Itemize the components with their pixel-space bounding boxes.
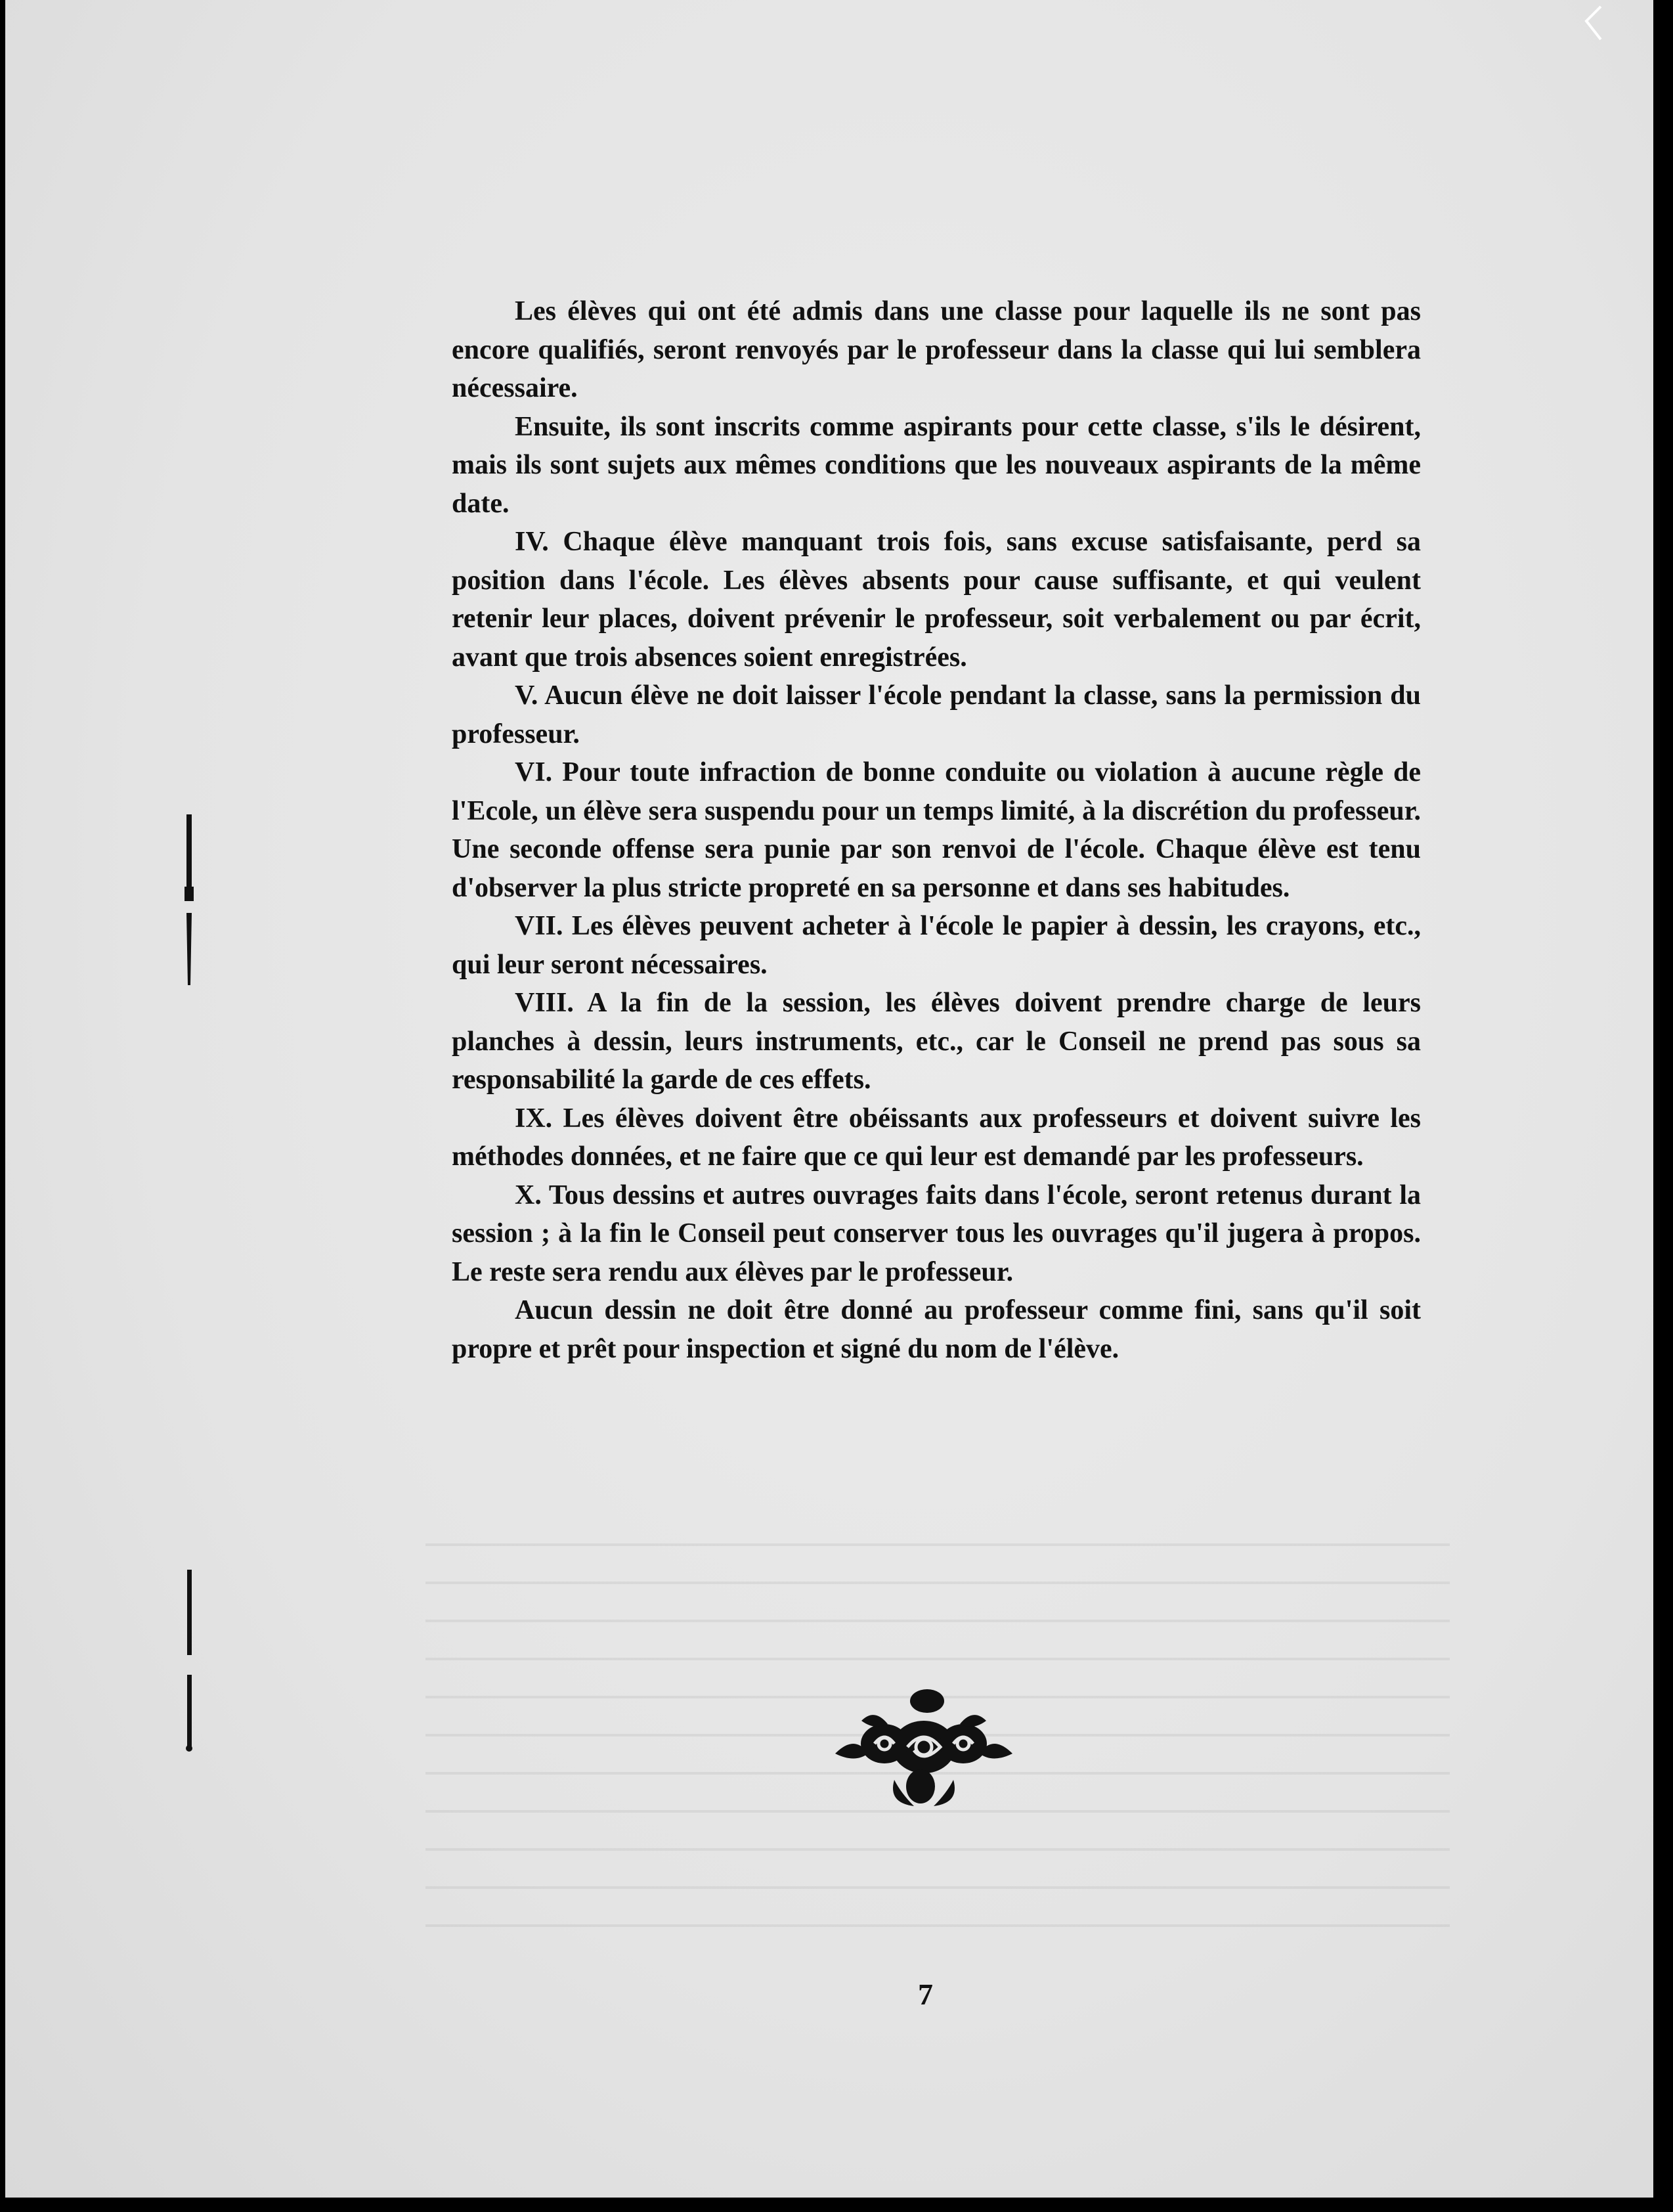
binding-mark	[183, 814, 196, 985]
paragraph: VII. Les élèves peuvent acheter à l'école le papier à dessin, les crayons, etc., qui leur seront nécessaires.	[452, 911, 1421, 980]
page-number: 7	[918, 1978, 933, 2011]
floral-ornament-icon	[822, 1681, 1026, 1813]
paragraph: Aucun dessin ne doit être donné au professeur comme fini, sans qu'il soit propre et prêt pour inspection et signé du nom de l'élève.	[452, 1295, 1421, 1364]
paragraph: VIII. A la fin de la session, les élèves doivent prendre charge de leurs planches à dessin, leurs instruments, etc., car le Conseil ne prend pas sous sa responsabilité la garde de ces effets.	[452, 988, 1421, 1095]
paragraph: V. Aucun élève ne doit laisser l'école pendant la classe, sans la permission du professeur.	[452, 680, 1421, 749]
paragraph: VI. Pour toute infraction de bonne conduite ou violation à aucune règle de l'Ecole, un élève sera suspendu pour un temps limité, à la discrétion du professeur. Une seconde offense sera punie par son renvoi de l'école. Chaque élève est tenu d'observer la plus stricte propreté en sa personne et dans ses habitudes.	[452, 757, 1421, 903]
paragraph: IX. Les élèves doivent être obéissants aux professeurs et doivent suivre les méthodes données, et ne faire que ce qui leur est demandé par les professeurs.	[452, 1103, 1421, 1172]
document-page	[5, 0, 1653, 2198]
paragraph: Les élèves qui ont été admis dans une classe pour laquelle ils ne sont pas encore qualifiés, seront renvoyés par le professeur dans la classe qui lui semblera nécessaire.	[452, 296, 1421, 403]
paragraph: X. Tous dessins et autres ouvrages faits dans l'école, seront retenus durant la session ; à la fin le Conseil peut conserver tous les ouvrages qu'il jugera à propos. Le reste sera rendu aux élèves par le professeur.	[452, 1180, 1421, 1287]
paragraph: Ensuite, ils sont inscrits comme aspirants pour cette classe, s'ils le désirent, mais ils sont sujets aux mêmes conditions que les nouveaux aspirants de la même date.	[452, 411, 1421, 519]
body-text	[452, 292, 1421, 1368]
binding-mark	[183, 1570, 196, 1754]
paragraph: IV. Chaque élève manquant trois fois, sans excuse satisfaisante, perd sa position dans l'école. Les élèves absents pour cause suffisante, et qui veulent retenir leur places, doivent prévenir le professeur, soit verbalement ou par écrit, avant que trois absences soient enregistrées.	[452, 527, 1421, 673]
corner-fold-mark	[1575, 0, 1627, 53]
